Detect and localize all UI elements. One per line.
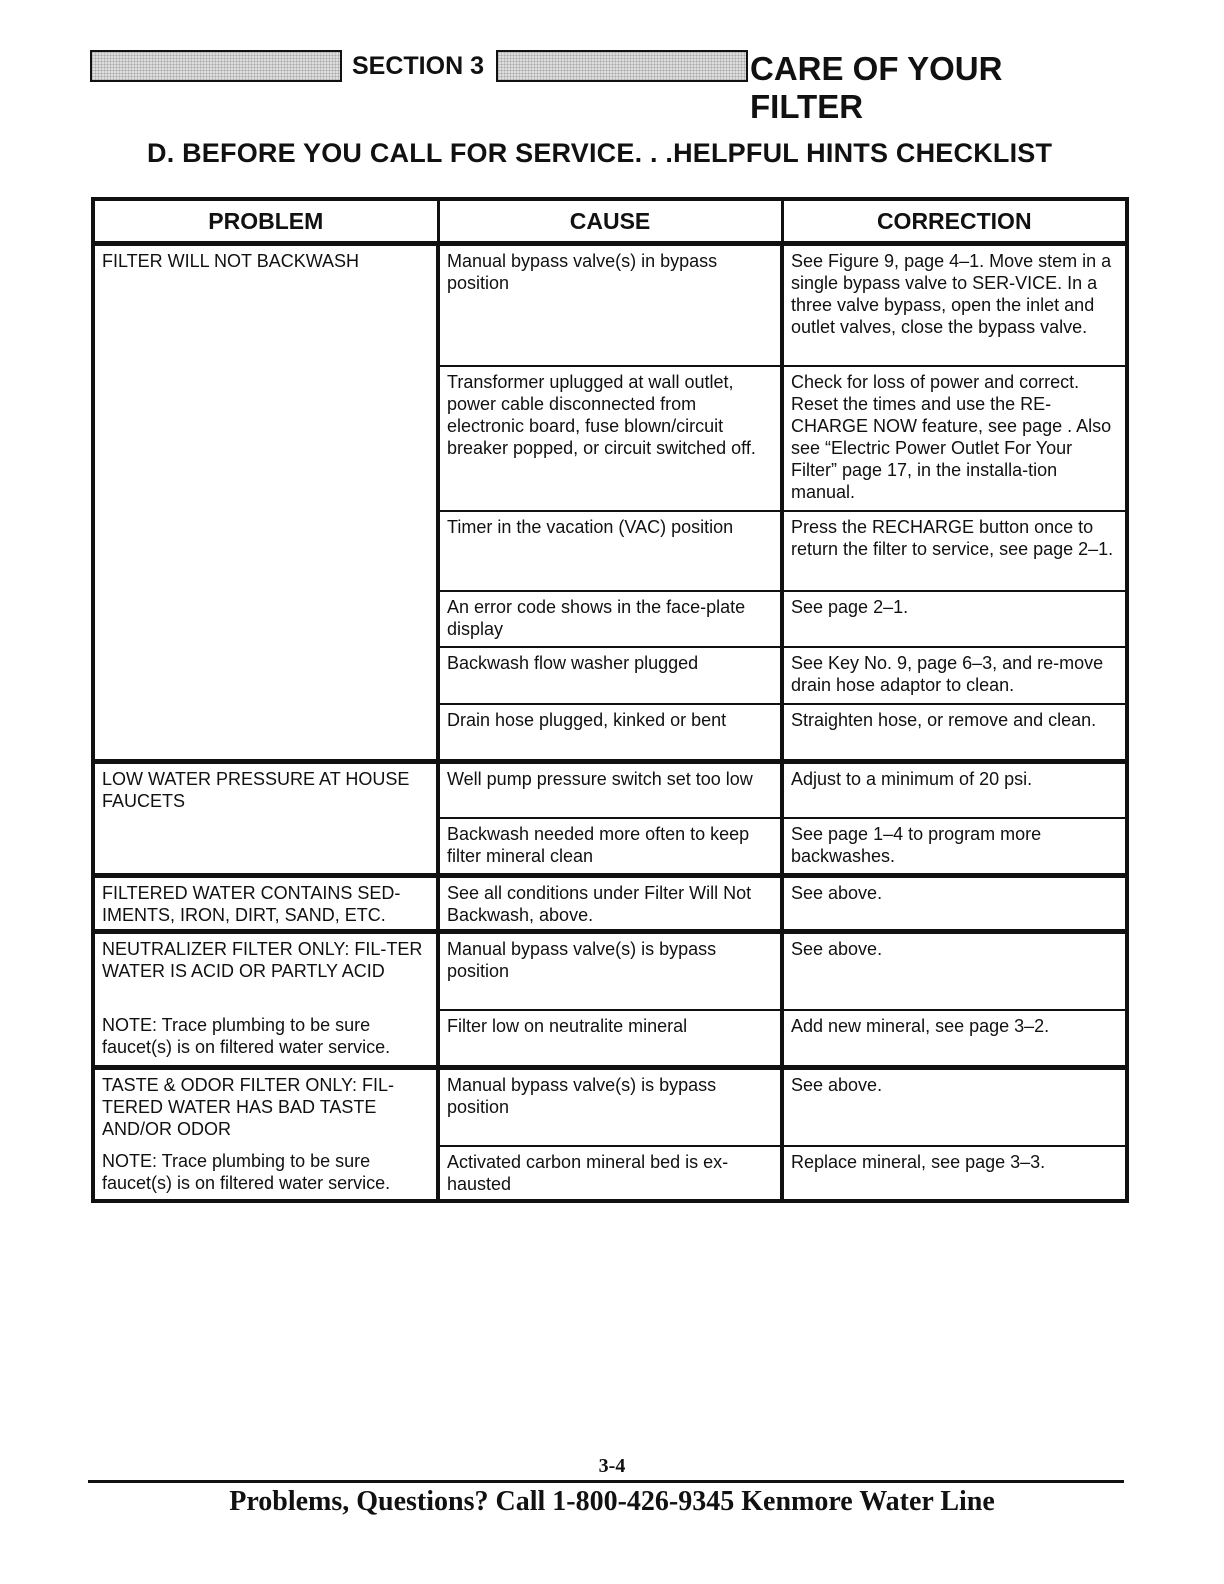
footer-rule [88, 1480, 1124, 1483]
correction-cell: See above. [782, 1068, 1127, 1146]
table-row [93, 876, 1127, 932]
column-header: PROBLEM [93, 199, 438, 244]
correction-cell: Add new mineral, see page 3–2. [782, 1010, 1127, 1068]
header-bar-left [90, 50, 342, 82]
correction-cell: See page 2–1. [782, 591, 1127, 647]
cause-cell: See all conditions under Filter Will Not Backwash, above. [438, 876, 782, 932]
column-header: CORRECTION [782, 199, 1127, 244]
correction-cell: See above. [782, 932, 1127, 1010]
correction-cell: Adjust to a minimum of 20 psi. [782, 762, 1127, 818]
problem-cell: TASTE & ODOR FILTER ONLY: FIL-TERED WATER HAS BAD TASTE AND/OR ODOR [93, 1068, 438, 1146]
problem-cell: FILTERED WATER CONTAINS SED-IMENTS, IRON, DIRT, SAND, ETC. [93, 876, 438, 932]
table-header [93, 199, 1127, 244]
table-row [93, 932, 1127, 1010]
table-row [93, 1068, 1127, 1146]
problem-note-cell: NOTE: Trace plumbing to be sure faucet(s) is on filtered water service. [93, 1146, 438, 1201]
section-label: SECTION 3 [352, 52, 484, 80]
cause-cell: An error code shows in the face-plate display [438, 591, 782, 647]
cause-cell: Manual bypass valve(s) is bypass position [438, 1068, 782, 1146]
correction-cell: See above. [782, 876, 1127, 932]
table-row [93, 1146, 1127, 1201]
problem-cell: FILTER WILL NOT BACKWASH [93, 244, 438, 762]
correction-cell: See Key No. 9, page 6–3, and re-move drain hose adaptor to clean. [782, 647, 1127, 704]
correction-cell: Press the RECHARGE button once to return the filter to service, see page 2–1. [782, 511, 1127, 591]
footer-text: Problems, Questions? Call 1-800-426-9345 Kenmore Water Line [229, 1486, 995, 1517]
page-number: 3-4 [598, 1455, 626, 1477]
table-row [93, 1010, 1127, 1068]
cause-cell: Drain hose plugged, kinked or bent [438, 704, 782, 762]
page-title: D. BEFORE YOU CALL FOR SERVICE. . .HELPFUL HINTS CHECKLIST [147, 138, 1053, 168]
cause-cell: Manual bypass valve(s) is bypass position [438, 932, 782, 1010]
chapter-title: CARE OF YOUR FILTER [750, 50, 1003, 125]
section-header [90, 48, 1120, 125]
header-bar-right [496, 50, 748, 82]
cause-cell: Backwash needed more often to keep filter mineral clean [438, 818, 782, 876]
correction-cell: Replace mineral, see page 3–3. [782, 1146, 1127, 1201]
table-row [93, 244, 1127, 366]
troubleshooting-table [91, 197, 1129, 1203]
cause-cell: Timer in the vacation (VAC) position [438, 511, 782, 591]
problem-note-cell: NOTE: Trace plumbing to be sure faucet(s) is on filtered water service. [93, 1010, 438, 1068]
correction-cell: Check for loss of power and correct. Reset the times and use the RE-CHARGE NOW feature, see page . Also see “Electric Power Outlet For Your Filter” page 17, in the installa-tion manual. [782, 366, 1127, 511]
cause-cell: Well pump pressure switch set too low [438, 762, 782, 818]
column-header: CAUSE [438, 199, 782, 244]
problem-cell: LOW WATER PRESSURE AT HOUSE FAUCETS [93, 762, 438, 876]
cause-cell: Filter low on neutralite mineral [438, 1010, 782, 1068]
problem-cell: NEUTRALIZER FILTER ONLY: FIL-TER WATER IS ACID OR PARTLY ACID [93, 932, 438, 1010]
cause-cell: Manual bypass valve(s) in bypass position [438, 244, 782, 366]
correction-cell: Straighten hose, or remove and clean. [782, 704, 1127, 762]
table-row [93, 762, 1127, 818]
cause-cell: Activated carbon mineral bed is ex-hausted [438, 1146, 782, 1201]
cause-cell: Backwash flow washer plugged [438, 647, 782, 704]
correction-cell: See page 1–4 to program more backwashes. [782, 818, 1127, 876]
correction-cell: See Figure 9, page 4–1. Move stem in a single bypass valve to SER-VICE. In a three valve bypass, open the inlet and outlet valves, close the bypass valve. [782, 244, 1127, 366]
cause-cell: Transformer uplugged at wall outlet, power cable disconnected from electronic board, fuse blown/circuit breaker popped, or circuit switched off. [438, 366, 782, 511]
